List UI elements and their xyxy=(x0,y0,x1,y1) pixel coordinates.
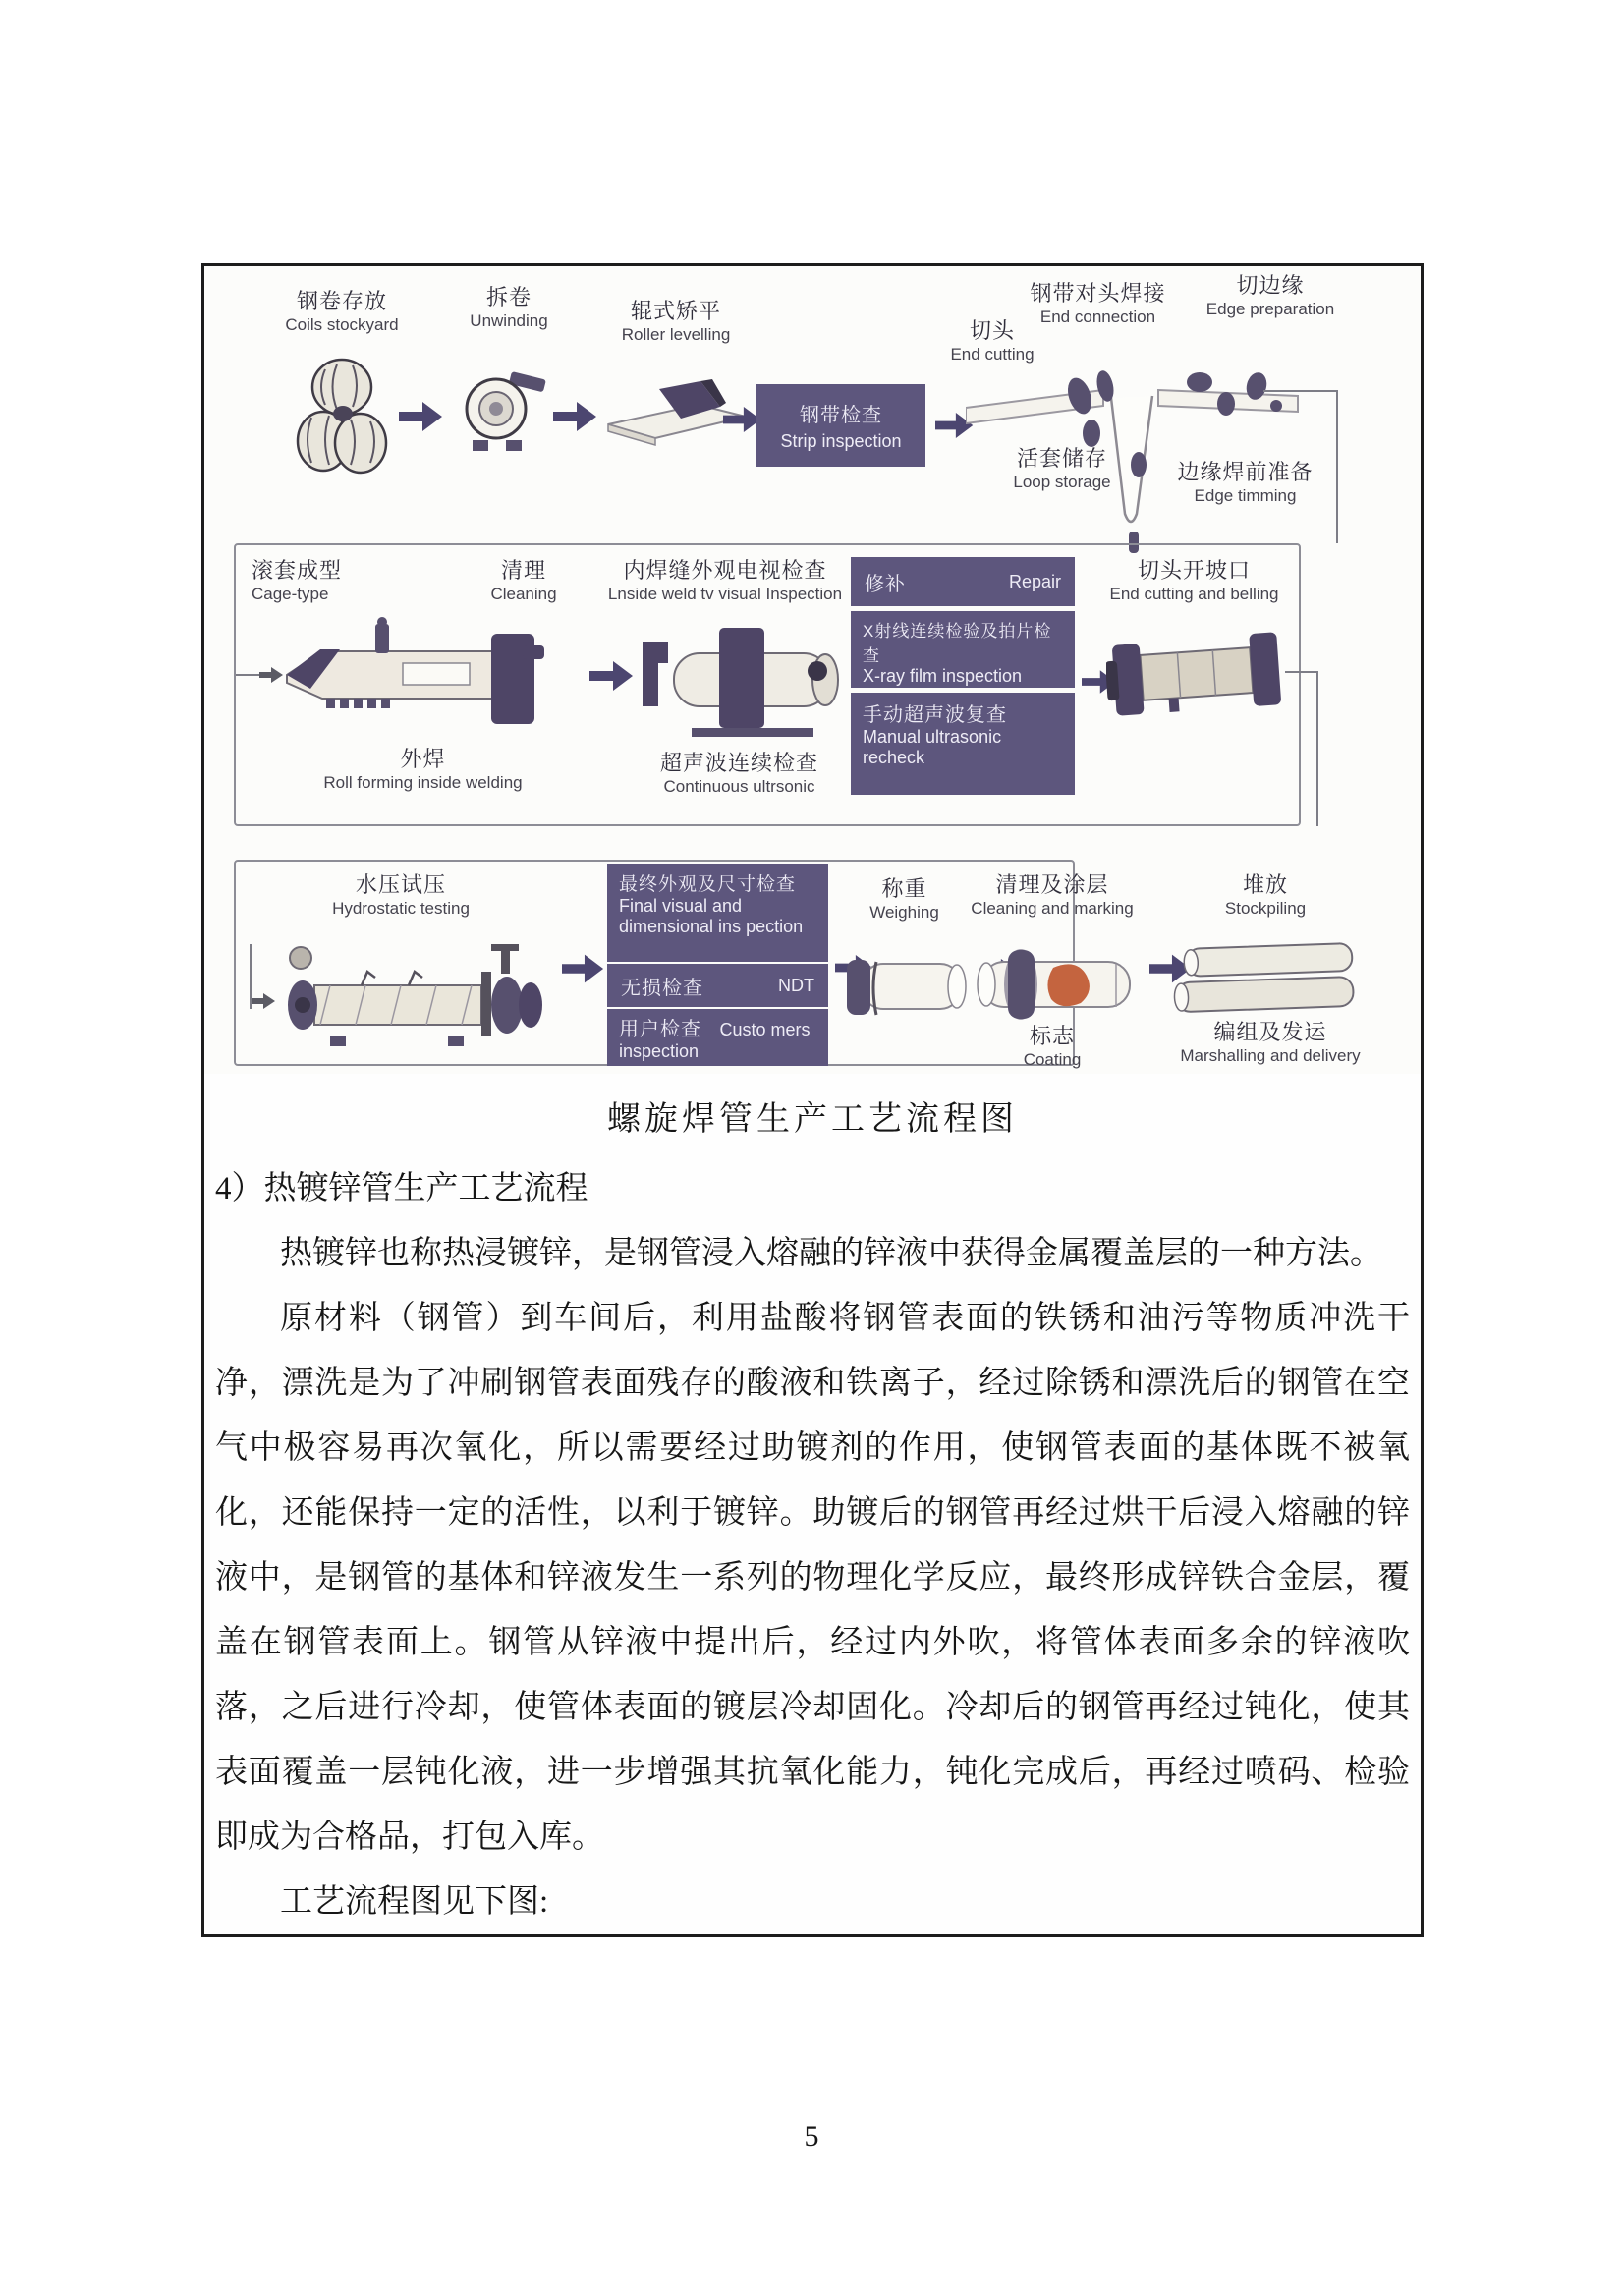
flow-arrow xyxy=(553,402,598,436)
step-label-en: Continuous ultrsonic xyxy=(663,776,815,796)
diagram-caption: 螺旋焊管生产工艺流程图 xyxy=(607,1101,1018,1138)
step-roll-forming xyxy=(308,746,538,792)
process-box-manual-ultrasonic xyxy=(851,693,1075,795)
step-cleaning xyxy=(450,557,597,603)
step-label-zh: 水压试压 xyxy=(355,872,446,897)
connector-row2-to-row3 xyxy=(1285,671,1318,826)
step-label-en: Hydrostatic testing xyxy=(332,898,470,918)
process-box-label-zh: 最终外观及尺寸检查 xyxy=(619,874,797,895)
process-box-label-zh: 手动超声波复查 xyxy=(863,704,1007,726)
connector-row1-to-row2 xyxy=(1263,390,1338,543)
step-loop-storage xyxy=(988,445,1136,491)
step-hydrostatic-testing xyxy=(293,871,509,918)
step-label-zh: 拆卷 xyxy=(485,285,532,309)
step-label-en: Edge timming xyxy=(1194,485,1297,505)
step-end-cutting-belling xyxy=(1093,557,1295,603)
coating-pipe-illustration xyxy=(969,946,1141,1028)
step-label-en: Unwinding xyxy=(470,310,548,330)
step-coating xyxy=(988,1023,1116,1069)
step-label-zh: 边缘焊前准备 xyxy=(1177,460,1314,484)
hydrostatic-tester-illustration xyxy=(271,942,561,1061)
process-box-xray xyxy=(851,611,1075,688)
process-box-label-en: Manual ultrasonic recheck xyxy=(863,727,1002,768)
step-label-en: End cutting xyxy=(950,344,1035,364)
page-number: 5 xyxy=(804,2120,819,2153)
connector-row2-entry xyxy=(236,674,259,676)
step-inside-weld-inspection xyxy=(592,557,858,603)
step-label-en: Weighing xyxy=(869,902,939,922)
step-label-zh: 称重 xyxy=(881,876,927,901)
process-box-customers-inspection xyxy=(607,1009,828,1066)
process-box-ndt xyxy=(607,964,828,1007)
step-roller-levelling xyxy=(592,298,759,344)
process-flow-diagram xyxy=(204,266,1421,1074)
step-label-en: End cutting and belling xyxy=(1109,584,1279,603)
step-label-en: Cleaning xyxy=(490,584,557,603)
step-label-zh: 钢卷存放 xyxy=(296,289,387,313)
step-label-en: End connection xyxy=(1039,307,1156,326)
step-label-zh: 标志 xyxy=(1029,1024,1075,1048)
step-label-en: Edge preparation xyxy=(1205,299,1335,318)
step-stockpiling xyxy=(1187,871,1344,918)
step-label-zh: 钢带对头焊接 xyxy=(1030,281,1166,306)
ultrasonic-machine-illustration xyxy=(635,612,843,751)
paragraph-2: 原材料（钢管）到车间后，利用盐酸将钢管表面的铁锈和油污等物质冲洗干净，漂洗是为了冲刷钢管表面残存的酸液和铁离子，经过除锈和漂洗后的钢管在空气中极容易再次氧化，所以需要经过助镀剂的作用，使钢管表面的基体既不被氧化，还能保持一定的活性，以利于镀锌。助镀后的钢管再经过烘干后浸入熔融的锌液中，是钢管的基体和锌液发生一系列的物理化学反应，最终形成锌铁合金层，覆盖在钢管表面上。钢管从锌液中提出后，经过内外吹，将管体表面多余的锌液吹落，之后进行冷却，使管体表面的镀层冷却固化。冷却后的钢管再经过钝化，使其表面覆盖一层钝化液，进一步增强其抗氧化能力，钝化完成后，再经过喷码、检验即成为合格品，打包入库。 xyxy=(215,1301,1410,1855)
step-label-zh: 滚套成型 xyxy=(252,558,343,583)
paragraph-3: 工艺流程图见下图: xyxy=(280,1884,549,1920)
step-label-en: Cleaning and marking xyxy=(971,898,1134,918)
step-label-zh: 切头 xyxy=(969,318,1015,343)
unwinder-illustration xyxy=(455,360,553,463)
process-box-label-en: Final visual and dimensional ins pection xyxy=(619,896,804,937)
process-box-label-zh: 修补 xyxy=(865,573,906,595)
step-label-zh: 超声波连续检查 xyxy=(659,751,818,775)
process-box-label-zh: X射线连续检验及拍片检查 xyxy=(863,622,1052,665)
step-coils-stockyard xyxy=(258,288,425,334)
process-box-label-zh: 无损检查 xyxy=(621,977,703,999)
section-text-block xyxy=(215,1156,1410,1934)
step-label-zh: 编组及发运 xyxy=(1213,1020,1327,1044)
flow-arrow xyxy=(399,402,444,436)
step-label-zh: 切边缘 xyxy=(1236,273,1305,298)
process-box-label-en: Custo mers inspection xyxy=(619,1020,811,1061)
step-end-connection xyxy=(1002,280,1194,326)
process-box-label-en: Strip inspection xyxy=(780,431,902,451)
paragraph-1: 热镀锌也称热浸镀锌，是钢管浸入熔融的锌液中获得金属覆盖层的一种方法。 xyxy=(280,1236,1382,1271)
weighing-pipe-illustration xyxy=(843,952,971,1030)
step-edge-preparation xyxy=(1182,272,1359,318)
forming-welding-machine-illustration xyxy=(281,616,581,747)
step-label-zh: 活套储存 xyxy=(1016,446,1107,471)
process-box-strip-inspection xyxy=(756,384,925,467)
process-box-label-zh: 用户检查 xyxy=(619,1019,701,1040)
step-label-en: Stockpiling xyxy=(1224,898,1307,918)
process-box-label-zh: 钢带检查 xyxy=(800,405,882,426)
coils-illustration xyxy=(288,355,396,482)
step-continuous-ultrasonic xyxy=(629,750,850,796)
bevelled-pipe-illustration xyxy=(1106,628,1288,726)
flow-arrow xyxy=(589,661,635,696)
step-label-zh: 切头开坡口 xyxy=(1137,558,1251,583)
step-label-en: Lnside weld tv visual Inspection xyxy=(607,584,843,603)
section-heading: 4）热镀锌管生产工艺流程 xyxy=(215,1171,588,1206)
step-label-zh: 堆放 xyxy=(1242,872,1288,897)
step-label-zh: 辊式矫平 xyxy=(630,299,721,323)
step-label-en: Marshalling and delivery xyxy=(1180,1045,1361,1065)
step-unwinding xyxy=(445,284,573,330)
process-box-final-inspection xyxy=(607,864,828,962)
step-label-en: Coils stockyard xyxy=(285,314,399,334)
step-marshalling-delivery xyxy=(1152,1019,1388,1065)
step-label-en: Coating xyxy=(1023,1049,1082,1069)
step-label-en: Roll forming inside welding xyxy=(323,772,523,792)
step-label-en: Roller levelling xyxy=(621,324,731,344)
step-label-zh: 内焊缝外观电视检查 xyxy=(623,558,827,583)
step-cage-type xyxy=(252,557,409,603)
content-border-box xyxy=(201,263,1424,1937)
process-box-label-en: X-ray film inspection xyxy=(863,666,1023,686)
step-label-zh: 清理及涂层 xyxy=(995,872,1109,897)
step-label-en: Loop storage xyxy=(1013,472,1111,491)
small-entry-arrow xyxy=(259,667,283,688)
process-box-label-en: Repair xyxy=(1008,571,1061,591)
step-label-en: Cage-type xyxy=(252,584,329,603)
step-label-zh: 外焊 xyxy=(400,747,446,771)
process-box-repair xyxy=(851,557,1075,606)
stacked-pipes-illustration xyxy=(1172,940,1364,1028)
step-cleaning-marking xyxy=(949,871,1155,918)
step-label-zh: 清理 xyxy=(500,558,546,583)
process-box-label-en: NDT xyxy=(778,975,814,995)
flow-arrow xyxy=(562,954,605,988)
